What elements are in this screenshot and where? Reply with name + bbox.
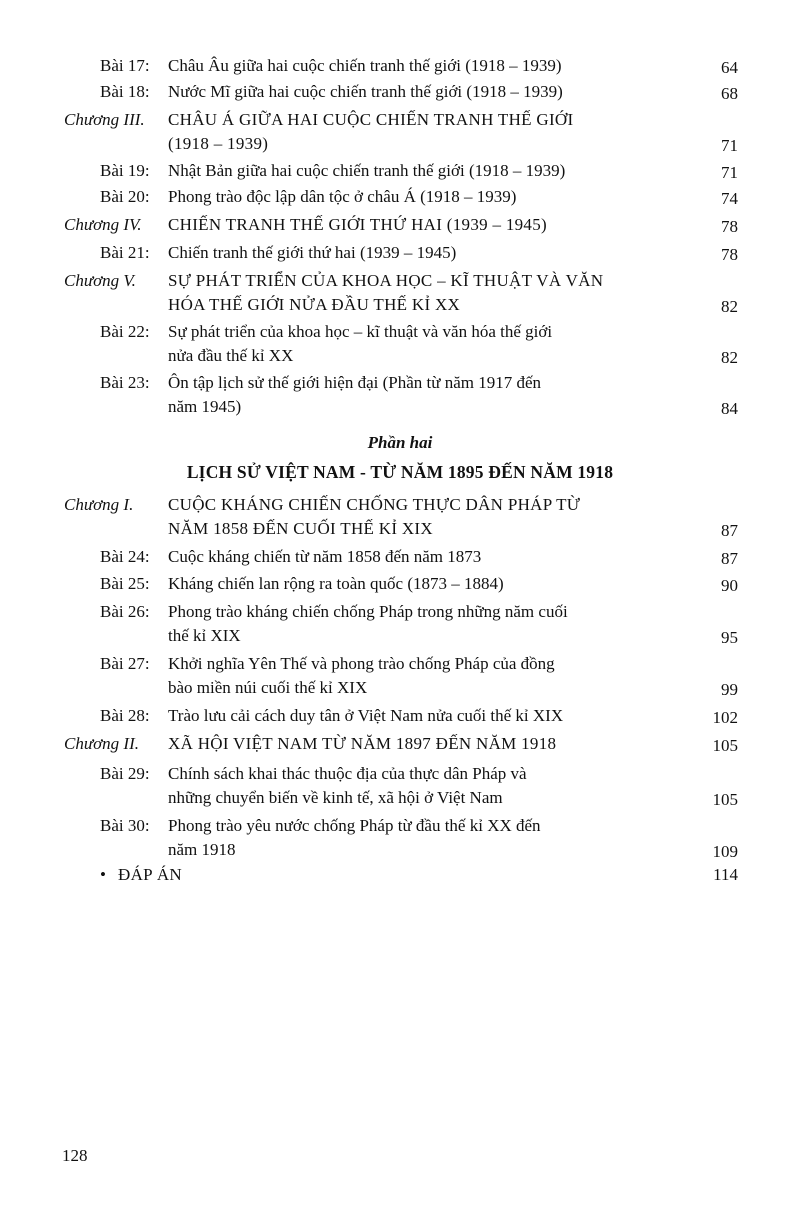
entry-title-line: những chuyển biến về kinh tế, xã hội ở Việt Nam bbox=[168, 788, 503, 807]
part2-heading: LỊCH SỬ VIỆT NAM - TỪ NĂM 1895 ĐẾN NĂM 1918 bbox=[186, 462, 614, 482]
entry-title-line: CHIẾN TRANH THẾ GIỚI THỨ HAI (1939 – 1945) bbox=[168, 215, 547, 234]
entry-title-line: Phong trào kháng chiến chống Pháp trong những năm cuối bbox=[168, 602, 568, 621]
entry-title-line: Nhật Bản giữa hai cuộc chiến tranh thế giới (1918 – 1939) bbox=[168, 161, 566, 180]
chapter-label: Chương II. bbox=[64, 734, 140, 753]
entry-page: 102 bbox=[712, 708, 738, 727]
entry-page: 84 bbox=[721, 399, 738, 418]
entry-title-line: XÃ HỘI VIỆT NAM TỪ NĂM 1897 ĐẾN NĂM 1918 bbox=[168, 734, 557, 753]
entry-title-line: Kháng chiến lan rộng ra toàn quốc (1873 – 1884) bbox=[168, 574, 504, 593]
entry-title-line: Ôn tập lịch sử thế giới hiện đại (Phần từ năm 1917 đến bbox=[168, 373, 542, 392]
entry-title bbox=[168, 493, 698, 541]
entry-page: 78 bbox=[721, 217, 738, 236]
entry-title-line: Châu Âu giữa hai cuộc chiến tranh thế giới (1918 – 1939) bbox=[168, 56, 562, 75]
entry-title-line: Chính sách khai thác thuộc địa của thực dân Pháp và bbox=[168, 764, 527, 783]
entry-title bbox=[168, 185, 698, 209]
entry-title bbox=[168, 762, 698, 810]
chapter-label: Chương IV. bbox=[64, 215, 142, 234]
lesson-label: Bài 25: bbox=[100, 574, 150, 593]
entry-title bbox=[168, 54, 698, 78]
entry-title-line: (1918 – 1939) bbox=[168, 134, 269, 153]
entry-title bbox=[168, 241, 698, 265]
lesson-label: Bài 22: bbox=[100, 322, 150, 341]
entry-title bbox=[168, 545, 698, 569]
lesson-label: Bài 21: bbox=[100, 243, 150, 262]
entry-title-line: bào miền núi cuối thế kỉ XIX bbox=[168, 678, 368, 697]
entry-title-line: năm 1945) bbox=[168, 397, 242, 416]
entry-title-line: năm 1918 bbox=[168, 840, 236, 859]
lesson-label: Bài 17: bbox=[100, 56, 150, 75]
entry-page: 105 bbox=[712, 790, 738, 809]
entry-page: 82 bbox=[721, 348, 738, 367]
entry-page: 82 bbox=[721, 297, 738, 316]
lesson-label: Bài 20: bbox=[100, 187, 150, 206]
entry-title-line: thế kỉ XIX bbox=[168, 626, 241, 645]
entry-title-line: Cuộc kháng chiến từ năm 1858 đến năm 1873 bbox=[168, 547, 482, 566]
chapter-label: Chương I. bbox=[64, 495, 134, 514]
entry-page: 74 bbox=[721, 189, 738, 208]
lesson-label: Bài 28: bbox=[100, 706, 150, 725]
entry-page: 95 bbox=[721, 628, 738, 647]
entry-title-line: HÓA THẾ GIỚI NỬA ĐẦU THẾ KỈ XX bbox=[168, 295, 461, 314]
entry-title bbox=[168, 371, 698, 419]
entry-page: 71 bbox=[721, 136, 738, 155]
entry-title-line: Phong trào yêu nước chống Pháp từ đầu thế kỉ XX đến bbox=[168, 816, 541, 835]
lesson-label: Bài 18: bbox=[100, 82, 150, 101]
entry-page: 87 bbox=[721, 521, 738, 540]
entry-title-line: Nước Mĩ giữa hai cuộc chiến tranh thế giới (1918 – 1939) bbox=[168, 82, 563, 101]
entry-title bbox=[168, 213, 698, 237]
entry-title bbox=[168, 600, 698, 648]
bullet-icon: • bbox=[100, 865, 106, 884]
entry-title-line: Phong trào độc lập dân tộc ở châu Á (1918 – 1939) bbox=[168, 187, 517, 206]
lesson-label: Bài 24: bbox=[100, 547, 150, 566]
entry-title-line: nửa đầu thế kỉ XX bbox=[168, 346, 294, 365]
entry-title-line: Trào lưu cải cách duy tân ở Việt Nam nửa cuối thế kỉ XIX bbox=[168, 706, 564, 725]
entry-title-line: Chiến tranh thế giới thứ hai (1939 – 1945) bbox=[168, 243, 457, 262]
entry-title-line: CHÂU Á GIỮA HAI CUỘC CHIẾN TRANH THẾ GIỚI bbox=[168, 110, 574, 129]
entry-page: 99 bbox=[721, 680, 738, 699]
entry-title bbox=[168, 80, 698, 104]
entry-page: 105 bbox=[712, 736, 738, 755]
entry-page: 68 bbox=[721, 84, 738, 103]
entry-title bbox=[168, 732, 698, 756]
entry-title-line: CUỘC KHÁNG CHIẾN CHỐNG THỰC DÂN PHÁP TỪ bbox=[168, 495, 581, 514]
entry-title bbox=[168, 159, 698, 183]
entry-title bbox=[168, 652, 698, 700]
entry-title-line: Sự phát triển của khoa học – kĩ thuật và văn hóa thế giới bbox=[168, 322, 553, 341]
chapter-label: Chương V. bbox=[64, 271, 136, 290]
entry-page: 64 bbox=[721, 58, 738, 77]
entry-page: 87 bbox=[721, 549, 738, 568]
lesson-label: Bài 30: bbox=[100, 816, 150, 835]
entry-page: 78 bbox=[721, 245, 738, 264]
page-number: 128 bbox=[62, 1146, 88, 1165]
lesson-label: Bài 19: bbox=[100, 161, 150, 180]
entry-title bbox=[168, 320, 698, 368]
entry-page: 114 bbox=[713, 865, 738, 884]
part2-title: Phần hai bbox=[367, 433, 433, 452]
entry-title bbox=[168, 704, 698, 728]
entry-title bbox=[168, 108, 698, 156]
lesson-label: Bài 27: bbox=[100, 654, 150, 673]
entry-page: 109 bbox=[712, 842, 738, 861]
lesson-label: Bài 29: bbox=[100, 764, 150, 783]
entry-page: 71 bbox=[721, 163, 738, 182]
answers-label: ĐÁP ÁN bbox=[118, 865, 182, 884]
entry-title-line: Khởi nghĩa Yên Thế và phong trào chống Pháp của đồng bbox=[168, 654, 555, 673]
entry-title bbox=[168, 814, 698, 862]
entry-title-line: SỰ PHÁT TRIỂN CỦA KHOA HỌC – KĨ THUẬT VÀ VĂN bbox=[168, 271, 604, 290]
entry-title bbox=[168, 572, 698, 596]
entry-page: 90 bbox=[721, 576, 738, 595]
chapter-label: Chương III. bbox=[64, 110, 145, 129]
entry-title bbox=[168, 269, 698, 317]
entry-title-line: NĂM 1858 ĐẾN CUỐI THẾ KỈ XIX bbox=[168, 519, 433, 538]
lesson-label: Bài 26: bbox=[100, 602, 150, 621]
lesson-label: Bài 23: bbox=[100, 373, 150, 392]
